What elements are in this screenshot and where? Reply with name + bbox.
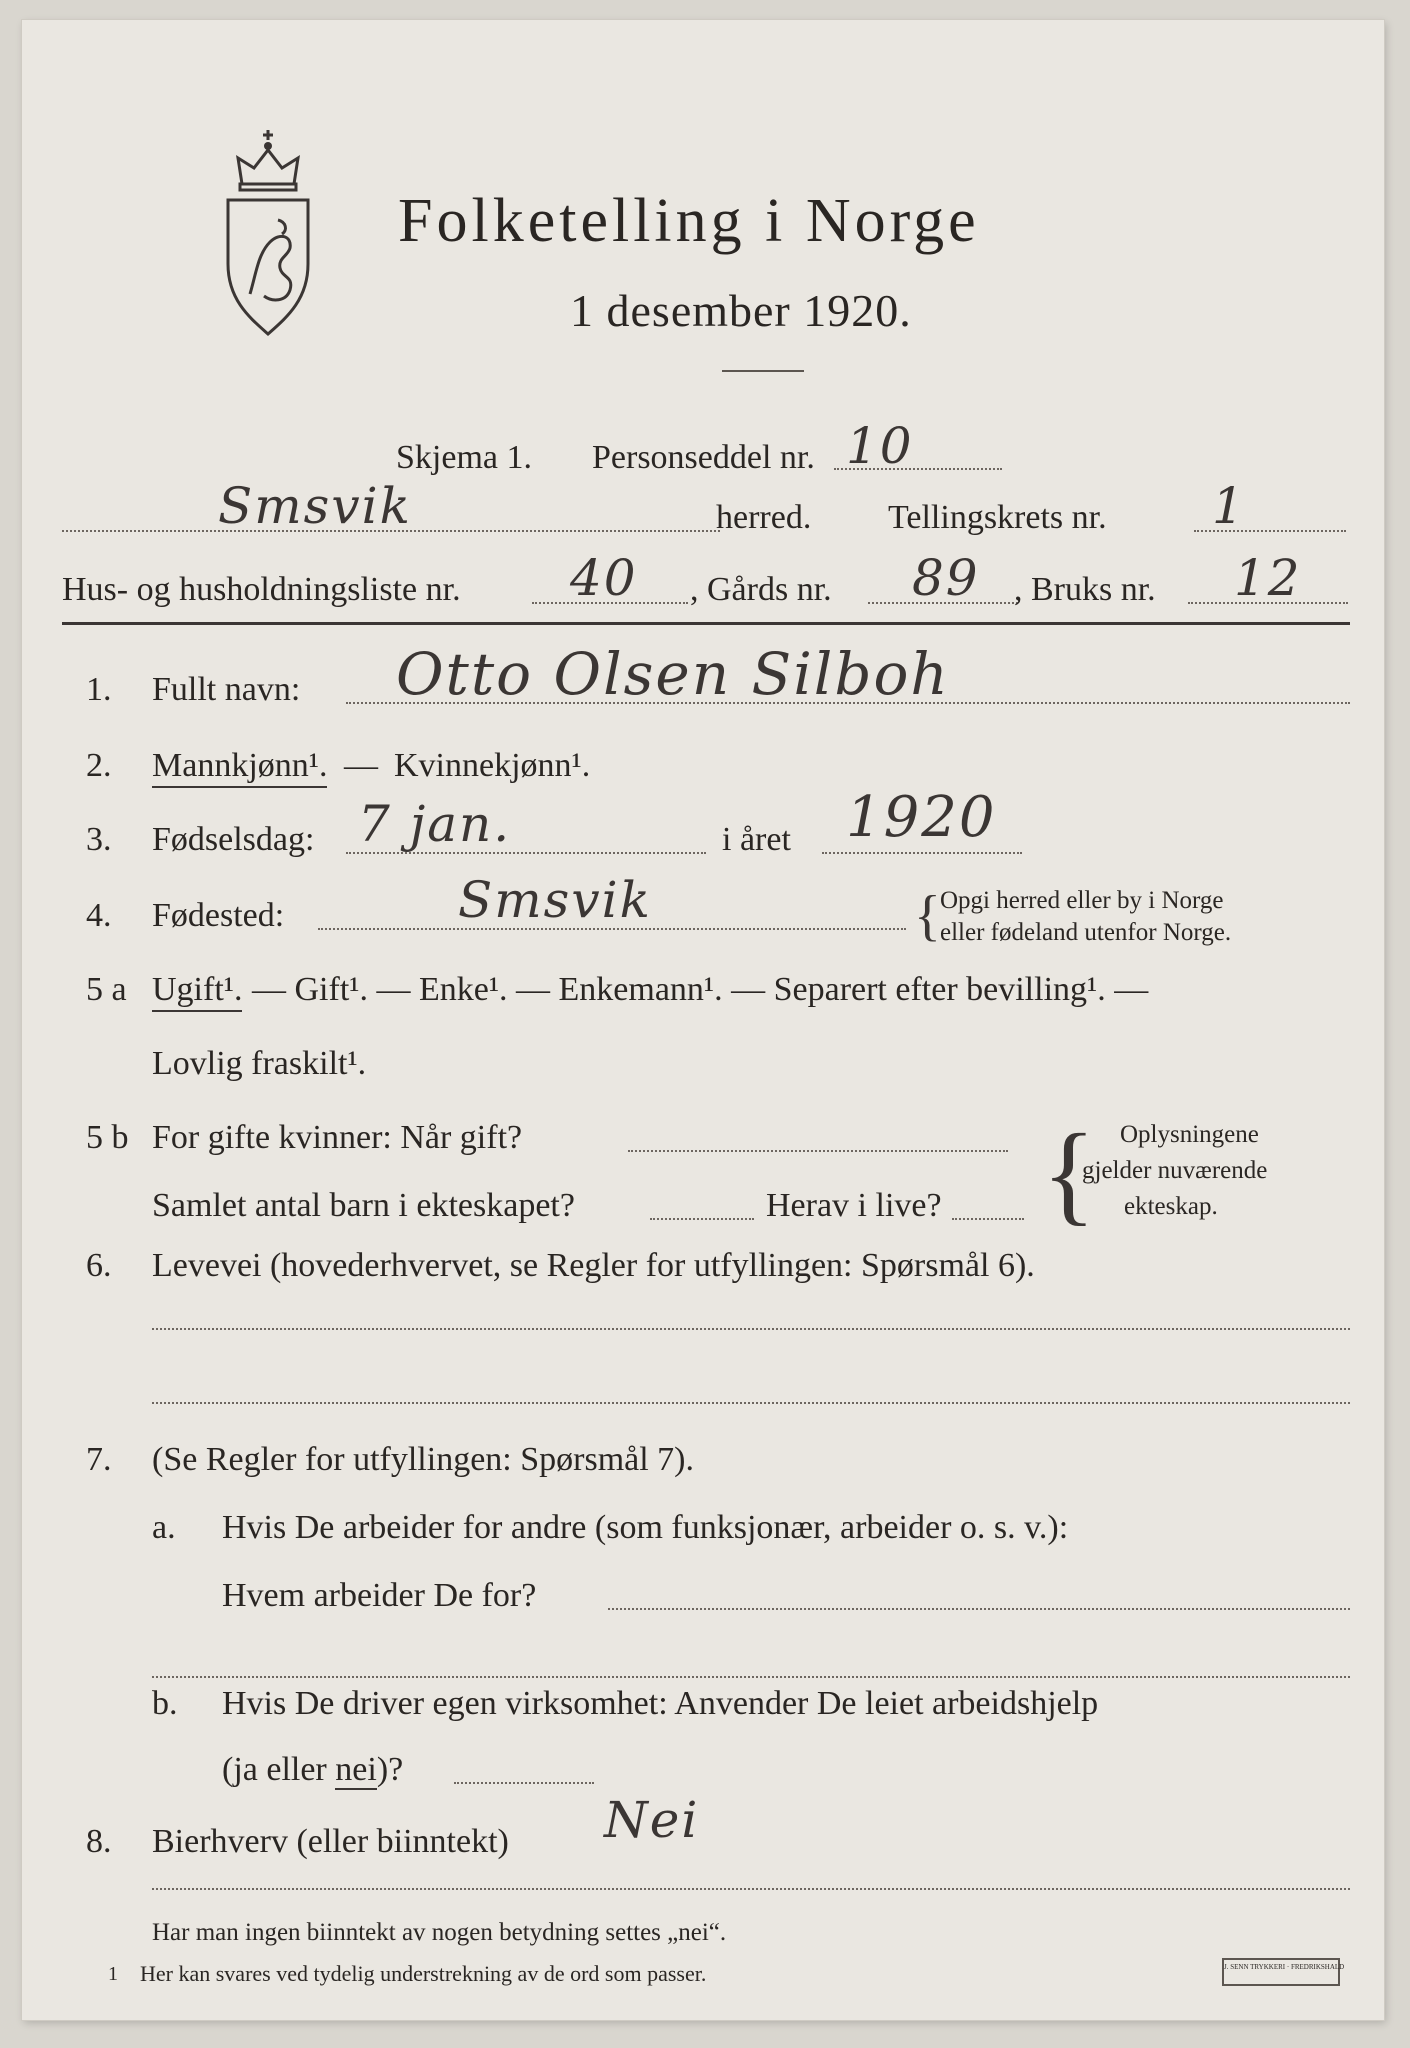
personseddel-value[interactable]: 10 xyxy=(846,417,914,475)
q7a-employer-label: Hvem arbeider De for? xyxy=(222,1577,537,1614)
personseddel-label: Personseddel nr. xyxy=(592,439,815,476)
q4-label: Fødested: xyxy=(152,897,285,934)
birth-date-value[interactable]: 7 jan. xyxy=(358,795,512,853)
q7-number: 7. xyxy=(86,1441,112,1478)
birthplace-note-1: Opgi herred eller by i Norge xyxy=(940,887,1224,914)
q7b-text-2: (ja eller nei)? xyxy=(222,1751,404,1788)
q5b-note-2: gjelder nuværende xyxy=(1082,1157,1268,1184)
husliste-value[interactable]: 40 xyxy=(570,549,638,607)
gender-male-option[interactable]: Mannkjønn¹. xyxy=(152,746,327,788)
nei-option[interactable]: nei xyxy=(335,1751,377,1788)
marital-fraskilt-option[interactable]: Lovlig fraskilt¹. xyxy=(152,1045,367,1082)
q6-label: Levevei (hovederhvervet, se Regler for utfyllingen: Spørsmål 6). xyxy=(152,1247,1035,1284)
year-label: i året xyxy=(722,821,791,858)
q1-number: 1. xyxy=(86,671,112,708)
birthplace-note-2: eller fødeland utenfor Norge. xyxy=(940,919,1232,946)
birthplace-value[interactable]: Smsvik xyxy=(458,871,652,929)
side-income-value[interactable]: Nei xyxy=(604,1791,700,1849)
q5b-married-label: For gifte kvinner: Når gift? xyxy=(152,1119,523,1156)
brace-icon: { xyxy=(914,885,941,947)
header-separator xyxy=(62,622,1350,625)
q7b-text: Hvis De driver egen virksomhet: Anvender De leiet arbeidshjelp xyxy=(222,1685,1099,1722)
gender-separator: — xyxy=(344,747,378,784)
skjema-label: Skjema 1. xyxy=(396,439,532,476)
q7a-number: a. xyxy=(152,1509,176,1546)
bruks-value[interactable]: 12 xyxy=(1234,549,1302,607)
q8-number: 8. xyxy=(86,1823,112,1860)
q5b-number: 5 b xyxy=(86,1119,129,1156)
herred-label: herred. xyxy=(716,499,812,536)
q3-number: 3. xyxy=(86,821,112,858)
bruks-label: , Bruks nr. xyxy=(1014,571,1156,608)
q6-answer-line-1[interactable] xyxy=(152,1328,1350,1330)
q6-number: 6. xyxy=(86,1247,112,1284)
q5b-alive-label: Herav i live? xyxy=(766,1187,942,1224)
gards-label: , Gårds nr. xyxy=(690,571,832,608)
q5a-number: 5 a xyxy=(86,971,127,1008)
full-name-value[interactable]: Otto Olsen Silboh xyxy=(396,640,950,708)
husliste-label: Hus- og husholdningsliste nr. xyxy=(62,571,461,608)
q7-label: (Se Regler for utfyllingen: Spørsmål 7). xyxy=(152,1441,695,1478)
q5b-note-3: ekteskap. xyxy=(1124,1193,1218,1220)
title-divider xyxy=(722,370,804,372)
birth-year-value[interactable]: 1920 xyxy=(846,785,997,850)
q5b-children-label: Samlet antal barn i ekteskapet? xyxy=(152,1187,575,1224)
footer-note: Har man ingen biinntekt av nogen betydning settes „nei“. xyxy=(152,1919,727,1946)
census-form-page xyxy=(22,20,1384,2020)
q5b-note-1: Oplysningene xyxy=(1120,1121,1259,1148)
marital-ugift-option[interactable]: Ugift¹. xyxy=(152,970,242,1012)
footnote-text: Her kan svares ved tydelig understrekning av de ord som passer. xyxy=(140,1961,707,1986)
herred-value[interactable]: Smsvik xyxy=(218,477,412,535)
q3-label: Fødselsdag: xyxy=(152,821,315,858)
gards-value[interactable]: 89 xyxy=(912,549,980,607)
q6-answer-line-2[interactable] xyxy=(152,1402,1350,1404)
tellingskrets-label: Tellingskrets nr. xyxy=(888,499,1107,536)
marital-other-options[interactable]: — Gift¹. — Enke¹. — Enkemann¹. — Separert efter bevilling¹. — xyxy=(252,971,1149,1008)
q7a-answer-line[interactable] xyxy=(152,1676,1350,1678)
q4-number: 4. xyxy=(86,897,112,934)
footnote-mark: 1 xyxy=(108,1963,118,1985)
q2-number: 2. xyxy=(86,747,112,784)
coat-of-arms-icon xyxy=(220,124,316,344)
form-date: 1 desember 1920. xyxy=(570,285,912,336)
tellingskrets-value[interactable]: 1 xyxy=(1212,477,1246,535)
printer-stamp: J. SENN TRYKKERI · FREDRIKSHALD xyxy=(1222,1958,1340,1986)
q8-label: Bierhverv (eller biinntekt) xyxy=(152,1823,509,1860)
q7b-number: b. xyxy=(152,1685,178,1722)
brace-icon: { xyxy=(1042,1112,1096,1236)
gender-female-option[interactable]: Kvinnekjønn¹. xyxy=(394,747,591,784)
q7a-text: Hvis De arbeider for andre (som funksjonær, arbeider o. s. v.): xyxy=(222,1509,1069,1546)
form-title: Folketelling i Norge xyxy=(398,187,980,255)
q1-label: Fullt navn: xyxy=(152,671,301,708)
